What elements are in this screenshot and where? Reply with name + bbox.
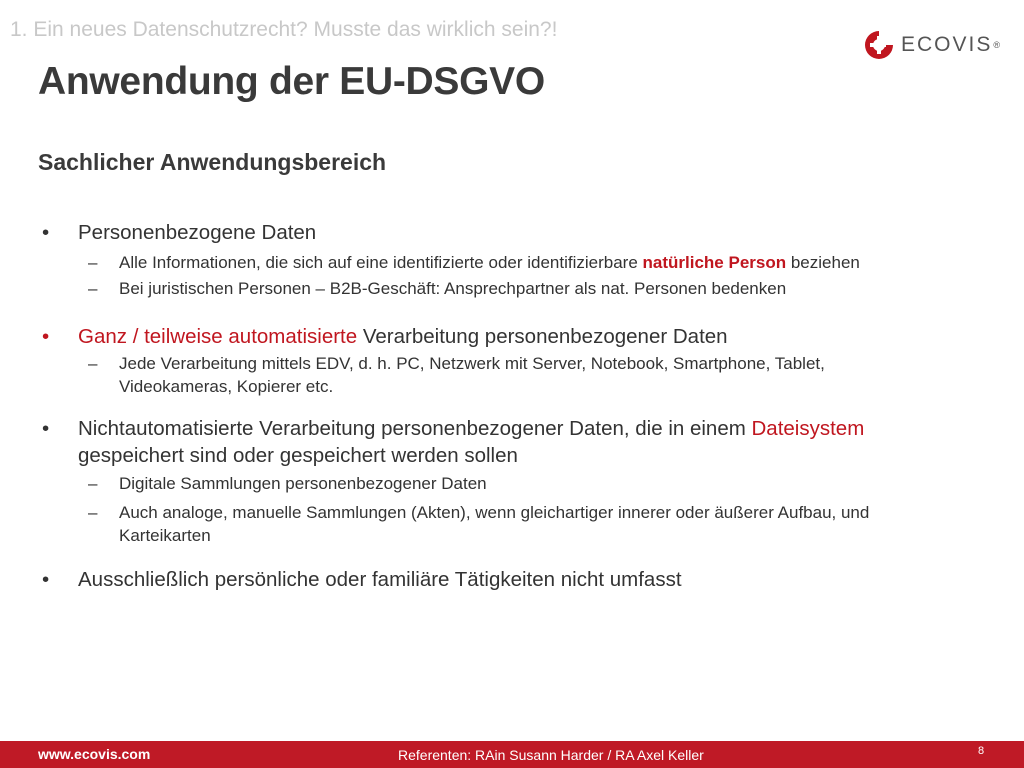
bullet-item xyxy=(42,323,932,350)
dash: – xyxy=(88,474,98,493)
bullet-item xyxy=(42,566,932,593)
page-title: Anwendung der EU-DSGVO xyxy=(38,60,545,103)
registered-mark: ® xyxy=(993,40,1000,50)
highlight-text: natürliche Person xyxy=(642,253,787,272)
bullet-item xyxy=(42,219,932,246)
sub-item xyxy=(42,352,932,398)
footer-referents: Referenten: RAin Susann Harder / RA Axel Keller xyxy=(398,747,704,763)
dash: – xyxy=(88,279,98,298)
bullet-text: Personenbezogene Daten xyxy=(78,221,317,244)
sub-item xyxy=(42,472,932,495)
sub-item xyxy=(42,501,932,547)
sub-text: Auch analoge, manuelle Sammlungen (Akten), wenn gleichartiger innerer oder äußerer Aufbau, und Karteikarten xyxy=(119,503,870,545)
bullet-text: Verarbeitung personenbezogener Daten xyxy=(357,325,728,348)
bullet-dot: • xyxy=(42,221,50,244)
dash: – xyxy=(88,253,98,272)
bullet-dot: • xyxy=(42,325,50,348)
page-number: 8 xyxy=(978,745,985,757)
sub-item xyxy=(42,251,932,274)
sub-text: beziehen xyxy=(786,253,860,272)
bullet-dot: • xyxy=(42,568,50,591)
logo-text: ECOVIS xyxy=(901,33,993,56)
sub-text: Jede Verarbeitung mittels EDV, d. h. PC, Netzwerk mit Server, Notebook, Smartphone, Tablet, Videokameras, Kopierer etc. xyxy=(119,354,825,396)
highlight-text: Ganz / teilweise automatisierte xyxy=(78,325,358,348)
ecovis-logo xyxy=(863,28,1000,62)
section-subtitle: Sachlicher Anwendungsbereich xyxy=(38,149,387,175)
sub-text: Digitale Sammlungen personenbezogener Daten xyxy=(119,474,487,493)
footer-bar xyxy=(0,741,1024,768)
section-title: 1. Ein neues Datenschutzrecht? Musste das wirklich sein?! xyxy=(10,18,558,41)
bullet-dot: • xyxy=(42,417,50,440)
dash: – xyxy=(88,503,98,522)
highlight-text: Dateisystem xyxy=(751,417,865,440)
bullet-list xyxy=(42,219,932,593)
bullet-text: Nichtautomatisierte Verarbeitung personenbezogener Daten, die in einem xyxy=(78,417,752,440)
bullet-item xyxy=(42,415,932,469)
bullet-text: gespeichert sind oder gespeichert werden sollen xyxy=(78,444,518,467)
sub-text: Bei juristischen Personen – B2B-Geschäft: Ansprechpartner als nat. Personen bedenken xyxy=(119,279,787,298)
footer-website-link[interactable]: www.ecovis.com xyxy=(38,746,151,762)
sub-text: Alle Informationen, die sich auf eine identifizierte oder identifizierbare xyxy=(119,253,643,272)
sub-item xyxy=(42,277,932,300)
bullet-text: Ausschließlich persönliche oder familiäre Tätigkeiten nicht umfasst xyxy=(78,568,682,591)
ecovis-logo-icon xyxy=(863,29,895,61)
dash: – xyxy=(88,354,98,373)
